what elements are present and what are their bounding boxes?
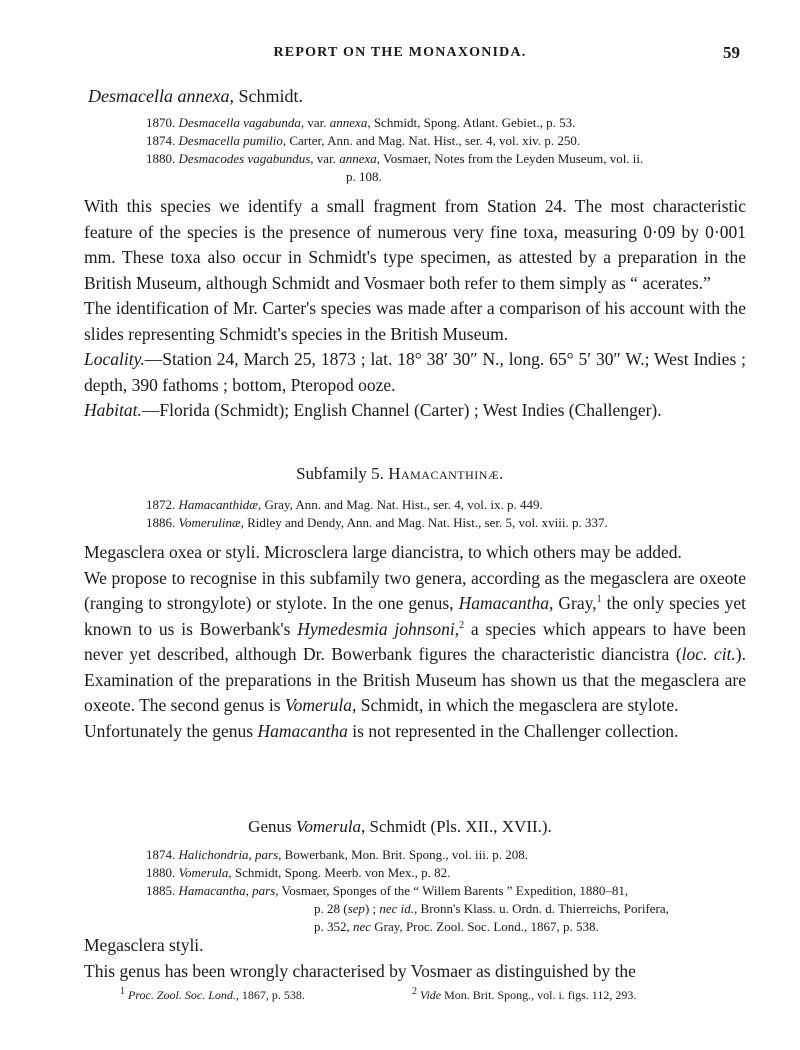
genus-synonymy-list <box>146 846 766 936</box>
subfamily-heading: Subfamily 5. Hamacanthinæ. <box>296 464 504 483</box>
page-number: 59 <box>723 43 740 62</box>
subfamily-synonymy-list <box>146 496 766 532</box>
synonymy-continuation: p. 108. <box>346 169 382 184</box>
section3-body <box>84 933 746 984</box>
diagnosis-paragraph: Megasclera oxea or styli. Microsclera large diancistra, to which others may be added. <box>84 542 682 562</box>
synonymy-entry: 1874. Halichondria, pars, Bowerbank, Mon. Brit. Spong., vol. iii. p. 208. <box>146 847 529 862</box>
synonymy-entry: 1886. Vomerulinæ, Ridley and Dendy, Ann. and Mag. Nat. Hist., ser. 5, vol. xviii. p. 337. <box>146 515 608 530</box>
synonymy-continuation: p. 28 (sep) ; nec id., Bronn's Klass. u. Ordn. d. Thierreichs, Porifera, <box>314 901 669 916</box>
identification-paragraph: The identification of Mr. Carter's species was made after a comparison of his account with the slides representing Schmidt's species in the British Museum. <box>84 298 746 344</box>
synonymy-entry: 1874. Desmacella pumilio, Carter, Ann. and Mag. Nat. Hist., ser. 4, vol. xiv. p. 250. <box>146 133 581 148</box>
synonymy-entry: 1872. Hamacanthidæ, Gray, Ann. and Mag. Nat. Hist., ser. 4, vol. ix. p. 449. <box>146 497 543 512</box>
genus-heading: Genus Vomerula, Schmidt (Pls. XII., XVII.). <box>248 817 552 836</box>
synonymy-entry: 1880. Desmacodes vagabundus, var. annexa, Vosmaer, Notes from the Leyden Museum, vol. ii. <box>146 151 644 166</box>
genera-paragraph: We propose to recognise in this subfamily two genera, according as the megasclera are oxeote (ranging to strongylote) or stylote. In the one genus, Hamacantha, Gray,$^1$ the only species yet known to us is Bowerbank's Hymedesmia johnsoni,$^2$ a species which appears to have been never yet described, although Dr. Bowerbank figures the characteristic diancistra (loc. cit.). Examination of the preparations in the British Museum has shown us that the megasclera are oxeote. The second genus is Vomerula, Schmidt, in which the megasclera are stylote. <box>84 567 747 715</box>
section2-body <box>84 540 746 744</box>
locality-paragraph: Locality.—Station 24, March 25, 1873 ; lat. 18° 38′ 30″ N., long. 65° 5′ 30″ W.; West Indies ; depth, 390 fathoms ; bottom, Pteropod ooze. <box>84 349 746 395</box>
footnote-ref-2: 2 <box>459 619 465 631</box>
description-paragraph: With this species we identify a small fragment from Station 24. The most characteristic feature of the species is the presence of numerous very fine toxa, measuring 0·09 by 0·001 mm. These toxa also occur in Schmidt's type specimen, as attested by a preparation in the British Museum, although Schmidt and Vosmaer both refer to them simply as “ acerates.” <box>84 196 746 293</box>
genus-discussion-paragraph: This genus has been wrongly characterised by Vosmaer as distinguished by the <box>84 960 636 981</box>
page-header <box>0 41 800 65</box>
synonymy-continuation: p. 352, nec Gray, Proc. Zool. Soc. Lond., 1867, p. 538. <box>314 919 599 934</box>
synonymy-entry: 1870. Desmacella vagabunda, var. annexa, Schmidt, Spong. Atlant. Gebiet., p. 53. <box>146 115 576 130</box>
footnote-ref-1: 1 <box>596 594 602 606</box>
genus-name: Vomerula <box>295 817 362 836</box>
species-name: Desmacella annexa <box>88 86 230 106</box>
synonymy-entry: 1880. Vomerula, Schmidt, Spong. Meerb. von Mex., p. 82. <box>146 865 451 880</box>
section1-body <box>84 194 746 424</box>
synonymy-list <box>146 114 766 186</box>
footnote-2: $^2$ Vide Mon. Brit. Spong., vol. i. figs. 112, 293. <box>412 986 637 1002</box>
subfamily-name: Hamacanthinæ. <box>388 464 504 483</box>
running-title: REPORT ON THE MONAXONIDA. <box>273 45 527 60</box>
habitat-label: Habitat. <box>84 400 142 420</box>
locality-label: Locality. <box>84 349 145 369</box>
footnote-1: $^1$ Proc. Zool. Soc. Lond., 1867, p. 538. <box>120 986 305 1002</box>
species-author: , Schmidt. <box>229 86 303 106</box>
habitat-paragraph: Habitat.—Florida (Schmidt); English Channel (Carter) ; West Indies (Challenger). <box>84 400 662 420</box>
genus-diagnosis-paragraph: Megasclera styli. <box>84 935 204 955</box>
synonymy-entry: 1885. Hamacantha, pars, Vosmaer, Sponges of the “ Willem Barents ” Expedition, 1880–81, <box>146 883 629 898</box>
collection-paragraph: Unfortunately the genus Hamacantha is not represented in the Challenger collection. <box>84 720 679 741</box>
species-heading <box>88 86 303 107</box>
